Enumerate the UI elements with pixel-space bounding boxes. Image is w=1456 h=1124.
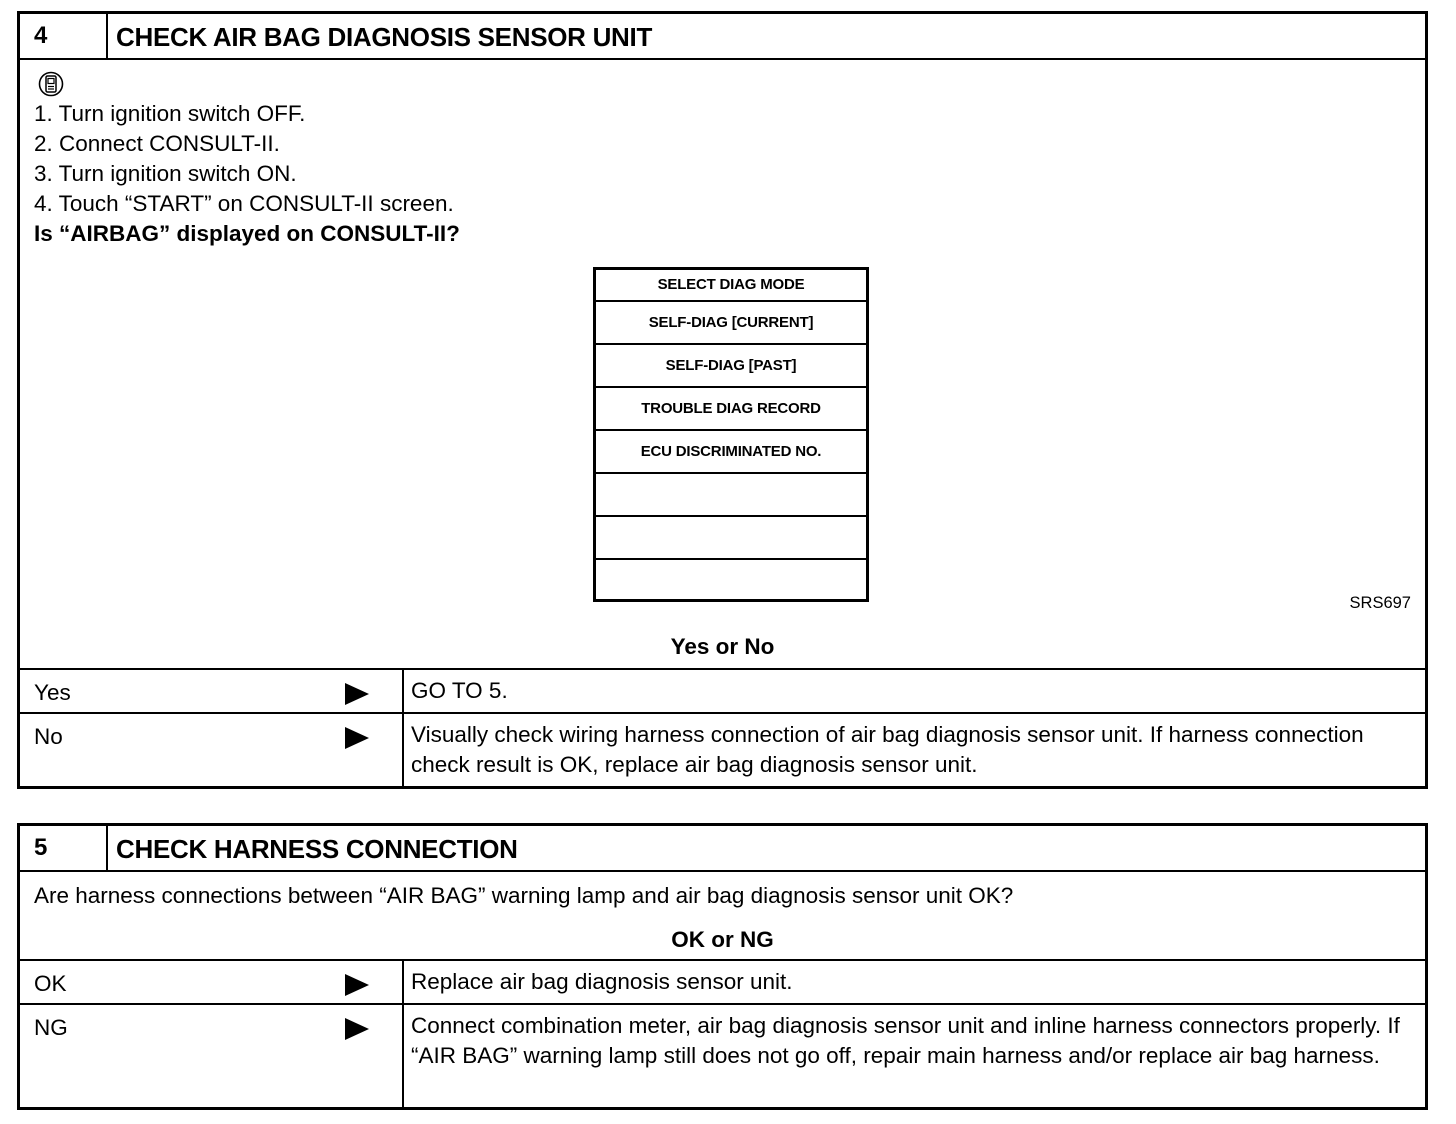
step-4-header (20, 14, 1425, 60)
step-number: 5 (20, 826, 108, 870)
column-divider (402, 714, 404, 786)
step-4-box (17, 11, 1428, 789)
step-5-box (17, 823, 1428, 1110)
column-divider (402, 961, 404, 1003)
consult-tester-icon (38, 71, 64, 97)
menu-row: SELF-DIAG [PAST] (596, 345, 866, 388)
step-5-header (20, 826, 1425, 872)
answer-result: Connect combination meter, air bag diagnosis sensor unit and inline harness connectors properly. If “AIR BAG” warning lamp still does not go off, repair main harness and/or replace air bag harness. (411, 1013, 1400, 1068)
answer-result: Visually check wiring harness connection of air bag diagnosis sensor unit. If harness connection check result is OK, replace air bag diagnosis sensor unit. (411, 722, 1364, 777)
answer-label: NG (34, 1015, 68, 1040)
answer-row-ok (20, 959, 1425, 1003)
step-number: 4 (20, 14, 108, 58)
menu-row: TROUBLE DIAG RECORD (596, 388, 866, 431)
menu-row (596, 560, 866, 599)
column-divider (402, 670, 404, 712)
check-question: Are harness connections between “AIR BAG” warning lamp and air bag diagnosis sensor unit OK? (34, 883, 1014, 908)
answer-label: No (34, 724, 63, 749)
consult-screen-menu (593, 267, 869, 602)
answer-row-no (20, 712, 1425, 786)
procedure-step: 3. Turn ignition switch ON. (34, 161, 297, 186)
menu-row: SELF-DIAG [CURRENT] (596, 302, 866, 345)
procedure-steps (34, 99, 460, 249)
answer-label: Yes (34, 680, 71, 705)
right-arrow-icon (345, 1018, 369, 1040)
column-divider (402, 1005, 404, 1107)
procedure-step: 4. Touch “START” on CONSULT-II screen. (34, 191, 454, 216)
step-title: CHECK AIR BAG DIAGNOSIS SENSOR UNIT (116, 22, 653, 52)
answer-label: OK (34, 971, 67, 996)
answer-result: Replace air bag diagnosis sensor unit. (411, 969, 793, 994)
answer-row-ng (20, 1003, 1425, 1107)
answer-prompt: OK or NG (671, 927, 774, 952)
answer-row-yes (20, 668, 1425, 712)
right-arrow-icon (345, 727, 369, 749)
figure-label: SRS697 (1349, 594, 1411, 612)
menu-row: SELECT DIAG MODE (596, 270, 866, 302)
menu-row (596, 474, 866, 517)
answer-prompt: Yes or No (670, 634, 775, 659)
answer-result: GO TO 5. (411, 678, 508, 703)
menu-row: ECU DISCRIMINATED NO. (596, 431, 866, 474)
procedure-step: 1. Turn ignition switch OFF. (34, 101, 306, 126)
procedure-step: 2. Connect CONSULT-II. (34, 131, 280, 156)
menu-row (596, 517, 866, 560)
check-question: Is “AIRBAG” displayed on CONSULT-II? (34, 221, 460, 246)
right-arrow-icon (345, 683, 369, 705)
right-arrow-icon (345, 974, 369, 996)
step-title: CHECK HARNESS CONNECTION (116, 834, 518, 864)
